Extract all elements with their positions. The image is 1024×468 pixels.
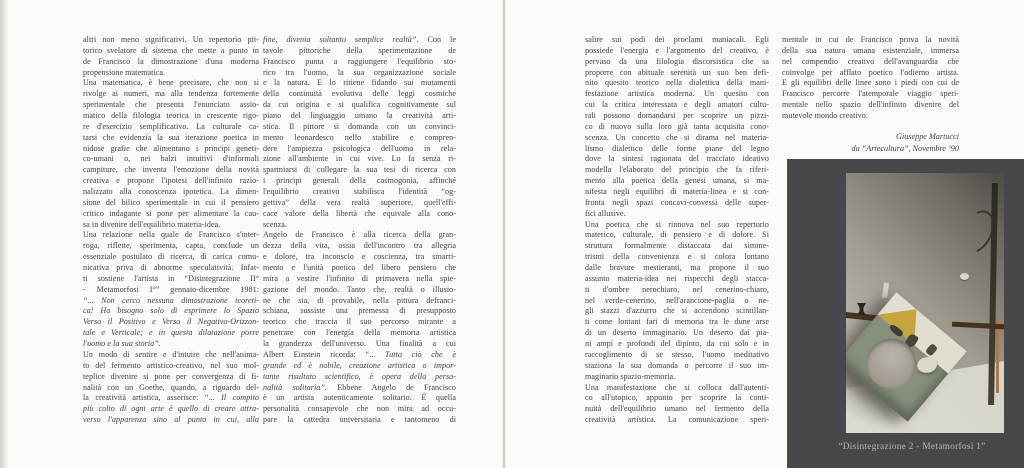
text-line: “... Non cerco nessuna dimostrazione teoreti- [83, 295, 259, 305]
text-line: e dolore, tra inconscio e coscienza, tra smarri- [263, 252, 456, 262]
text-line: coinvolge per afflato poetico l'odierno artista. [782, 67, 959, 77]
text-line: la grandezza dell'universo. Una finalità a cui [263, 339, 456, 349]
text-line: cace valore della libertà che equivale alla cono- [263, 208, 456, 218]
text-line: nel compendio creativo dell'avanguardia che [782, 56, 959, 66]
text-line: della continuità evolutiva delle leggi cosmiche [263, 89, 456, 99]
text-line: ne che sia, di provabile, nella pittura defranci- [263, 295, 456, 305]
text-column-1 [83, 35, 259, 426]
text-line: verso l'apparenza sino al punto in cui, alla [83, 415, 259, 425]
text-line: Un modo di sentire e d'intuire che nell'anima- [83, 349, 259, 359]
text-line: della sua natura umana esistenziale, immersa [782, 45, 959, 55]
text-line: mentale nello spazio dell'infinito divenire del [782, 100, 959, 110]
text-line: de Francisco la dimostrazione d'una moderna [83, 56, 259, 66]
text-line: ca! Ho bisogno solo di esprimere lo Spazio [83, 306, 259, 316]
text-line: dere l'ampiezza psicologica dell'uomo in rela- [263, 143, 456, 153]
text-line: mento e l'unità poetica del libero pensiero che [263, 263, 456, 273]
text-line: personalità consapevole che non mira ad occu- [263, 404, 456, 414]
text-line: la creatività artistica, asserisce: “... Il compito [83, 393, 259, 403]
text-line: ti come lontani fari di memoria tra le dune arse [585, 317, 769, 327]
page-gutter [502, 0, 506, 468]
page-edge-shading [0, 0, 9, 468]
text-line: propensione matematica. [83, 67, 166, 77]
text-line: fronta negli spazi concavi-convessi delle super- [585, 197, 769, 207]
text-line: scenza. Un concetto che si dirama nel materia- [585, 132, 769, 142]
text-line: mento leonardesco nello stabilire e compren- [263, 132, 456, 142]
text-line: raccoglimento di se stesso, l'uomo meditativo [585, 349, 769, 359]
text-line: sperimentale che presenta l'enunciato assio- [83, 100, 259, 110]
text-line: lismo dialettico delle forme piane del legno [585, 143, 769, 153]
text-line: teplice divenire si pone per convergenza di fi- [83, 371, 259, 381]
artwork-panel [787, 159, 1024, 468]
text-line: nito quesito teorico nella dialettica della mani- [585, 78, 769, 88]
text-line: materico, culturale, di pensiero e di dolore. Si [585, 230, 769, 240]
text-line: nalità solitaria”. Ebbene Angelo de Francisco [263, 382, 456, 392]
text-line: tante risultato scientifico, è opera della perso- [263, 371, 456, 381]
text-line: nicativa priva di abnorme speculatività. Infat- [83, 263, 259, 273]
text-line: nalizzato alla conoscenza ipotetica. La dimen- [83, 187, 259, 197]
attribution [782, 131, 959, 154]
text-line: roga, riflette, sperimenta, capta, conclude un [83, 241, 259, 251]
text-line: pare la cattedra universitaria e tantomeno di [263, 415, 456, 425]
text-line: da cui origina e si qualifica cognitivamente sul [263, 100, 456, 110]
text-line: sa in divenire dell'equilibrio materia-idea. [83, 219, 221, 229]
text-line: tarsi che evidenzia la sua iterazione poetica in [83, 132, 259, 142]
text-line: nuità dell'equilibrio umano nel fermento della [585, 404, 769, 414]
attribution-source: da “Artecultura”, Novembre ’90 [851, 143, 959, 153]
text-line: salire sui podi dei proclami maniacali. Egli [585, 35, 769, 44]
text-line: ti sostiene l'artista in “Disintegrazione II° [83, 273, 259, 283]
text-line: Francisco percorre l'atemporale viaggio speri- [782, 89, 959, 99]
text-line: l'uomo e la sua storia”. [83, 339, 161, 349]
text-line: struttura formalmente distaccata dai simme- [585, 241, 769, 251]
text-line: matico della filologia teorica in crescente rigo- [83, 111, 259, 121]
white-post [882, 283, 889, 299]
text-line: zione all'ambiente in cui vive. Lo fa senza ri- [263, 154, 456, 164]
text-line: maginario spazio-memoria. [585, 371, 676, 381]
text-line: re d'esercizio semplificativo. La culturale ca- [83, 121, 259, 131]
text-line: è un artista autenticamente solitario. È quella [263, 393, 456, 403]
text-line: rivolge ai numeri, ma alla tendenza fortemente [83, 89, 259, 99]
text-line: cui la critica interessata e degli amatori cultu- [585, 100, 769, 110]
text-line: Angelo de Francisco è alla ricerca della gran- [263, 230, 456, 240]
text-line: sione del bilico sperimentale in cui il pensiero [83, 197, 259, 207]
text-line: rali possono domandarsi per scoprire un pizzi- [585, 111, 769, 121]
text-line: stica. Il pittore si domanda con un convinci- [263, 121, 456, 131]
text-line: Una manifestazione che si colloca dall'autenti- [585, 382, 769, 392]
goblet-silhouette [857, 303, 866, 315]
text-line: critico indagante si pone per alimentare la cau- [83, 208, 259, 218]
text-line: assunto materia-idea nei rispecchi degli stacca- [585, 273, 769, 283]
text-line: Una poetica che si rinnova nel suo repertorio [585, 219, 769, 229]
text-line: nifesta negli equilibri di materia-linea e si con- [585, 187, 769, 197]
text-line: e la natura. E lo ritiene fidando sui mutamenti [263, 78, 456, 88]
text-line: modella l'elaborato del principio che fa riferi- [585, 165, 769, 175]
text-line: co all'utopico, appunto per scoprire la conti- [585, 393, 769, 403]
text-line: tale e Verticale; e in questa dilatazione porre [83, 328, 259, 338]
text-line: grande ed è nobile, creazione artistica o impor- [263, 360, 456, 370]
text-line: tavole pittoriche della sperimentazione de [263, 45, 456, 55]
text-line: nel verde-cenerino, nell'arancione-paglia o ne- [585, 295, 769, 305]
text-line: fine, divenia soltanto semplice realtà”. Con le [263, 35, 456, 44]
text-line: penetrare con l'energia della memoria artistica [263, 328, 456, 338]
text-line: più colto di ogni arte è quello di creare attra- [83, 404, 259, 414]
text-line: proporre con abituale serenità un suo ben defi- [585, 67, 769, 77]
text-line: ni ampi e profondi del dipinto, da cui solo e in [585, 339, 769, 349]
text-line: nalità con un Goethe, quando, a riguardo del- [83, 382, 259, 392]
text-column-2 [263, 35, 456, 426]
text-line: Verso il Positivo e Verso il Negativo-Orizzon- [83, 317, 259, 327]
text-line: mutevole mondo creativo. [782, 111, 868, 121]
text-line: mentale in cui de Francisco prova la novità [782, 35, 959, 44]
text-line: sparmiarsi di collegare la sua tesi di ricerca con [263, 165, 456, 175]
orange-stick [996, 319, 999, 393]
text-line: schiana, sussiste una premessa di presupposto [263, 306, 456, 316]
text-column-3 [585, 35, 769, 426]
text-line: fici allusive. [585, 208, 626, 218]
text-line: creativa e propone l'ipotesi dell'infinito razio- [83, 176, 259, 186]
text-line: possiede l'energia e l'argomento del creativo, è [585, 45, 769, 55]
text-line: nidose grafie che alimentano i principi geneti- [83, 143, 259, 153]
attribution-author: Giuseppe Martucci [896, 132, 959, 141]
text-line: E gli equilibri delle linee sono i piedi con cui de [782, 78, 959, 88]
text-line: festazione artistica moderna. Un quesito con [585, 89, 769, 99]
text-column-4 [782, 35, 959, 122]
wall-mark [960, 273, 969, 280]
text-line: pervaso da una filologia discorsistica che sa [585, 56, 769, 66]
text-line: altri non meno significativi. Un repertorio pit- [83, 35, 259, 44]
text-line: co di nuovo sulla loro già tanta acquisita cono- [585, 121, 769, 131]
text-line: Una relazione nella quale de Francisco s'inter- [83, 230, 259, 240]
text-line: dove la sintesi ragionata del tracciato ideativo [585, 154, 769, 164]
artwork-caption: “Disintegrazione 2 - Metamorfosi 1” [838, 442, 986, 452]
text-line: creatività artistica. La comunicazione speri- [585, 415, 769, 425]
text-line: Albert Einstein ricorda: “... Tutto ciò che è [263, 349, 456, 359]
text-line: campiture, che inventa l'emozione della novità [83, 165, 259, 175]
text-line: di un deserto immaginario. Un deserto dai pia- [585, 328, 769, 338]
text-line: torico svelatore di sistema che mette a punto in [83, 45, 259, 55]
text-line: l'equilibrio creativo stabilisca l'identità “og- [263, 187, 456, 197]
text-line: staziona la sua domanda o percorre il suo im- [585, 360, 769, 370]
text-line: scenza. [263, 219, 287, 229]
text-line: teorico che traccia il suo percorso mirante a [263, 317, 456, 327]
text-line: Francisco punta a raggiungere l'equilibrio sto- [263, 56, 456, 66]
text-line: - Metamorfosi I°” gennaio-dicembre 1981: [83, 284, 259, 294]
text-line: essenziale postulato di ricerca, di carica comu- [83, 252, 259, 262]
text-line: mento alla poetica della genesi umana, si ma- [585, 176, 769, 186]
text-line: gli stazzi d'azzurro che si accendono scintillan- [585, 306, 769, 316]
text-line: piano del linguaggio umano la creatività arti- [263, 111, 456, 121]
text-line: dalle bravure mestieranti, ma propone il suo [585, 263, 769, 273]
text-line: gettiva” della vera realtà superiore, quell'effi- [263, 197, 456, 207]
text-line: Una matematica, è bene precisare, che non si [83, 78, 259, 88]
text-line: gazione del mondo. Tanto che, realtà o illusio- [263, 284, 456, 294]
text-line: rico tra l'uomo, la sua organizzazione sociale [263, 67, 456, 77]
text-line: ti d'ombre nerochiaro, nel cenerino-chiaro, [585, 284, 769, 294]
text-line: mira a vestire l'infinito di primavera nella spie- [263, 273, 456, 283]
text-line: to del fermento artistico-creativo, nel suo mol- [83, 360, 259, 370]
text-line: dezza della vita, ossia dell'incontro tra allegria [263, 241, 456, 251]
text-line: co-umani o, nei balzi intuitivi d'informali [83, 154, 259, 164]
text-line: trismi della convenienza e si colora lontano [585, 252, 769, 262]
text-line: i principi generali della cosmogonia, affinché [263, 176, 456, 186]
artwork-photo [846, 173, 1004, 433]
